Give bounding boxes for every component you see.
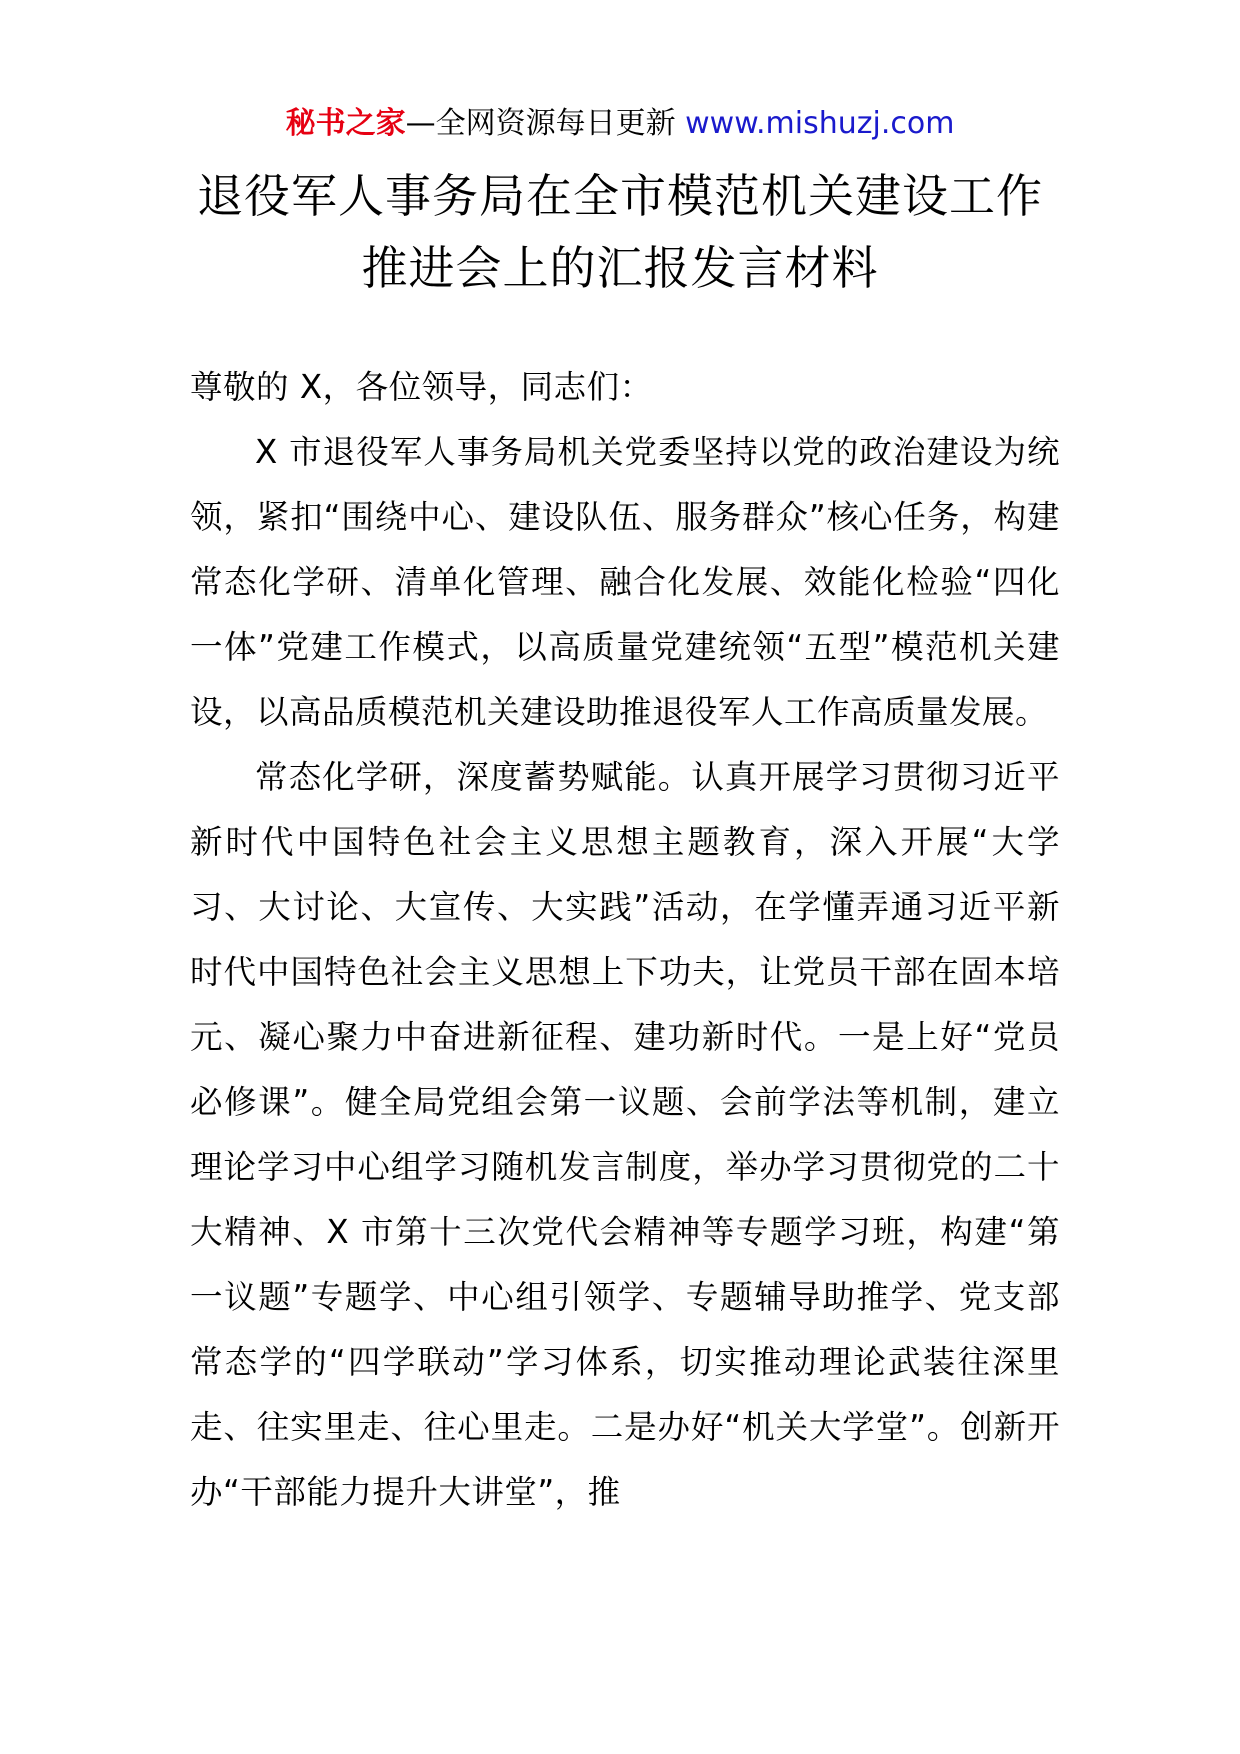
brand-name: 秘书之家	[285, 106, 406, 141]
header-tagline: —全网资源每日更新	[405, 106, 686, 141]
salutation: 尊敬的 X，各位领导，同志们：	[190, 368, 653, 406]
site-url[interactable]: www.mishuzj.com	[685, 106, 955, 141]
paragraph-2	[190, 745, 1060, 1525]
site-header	[0, 100, 1240, 148]
paragraph-2-lead: 常态化学研，深度蓄势赋能。	[255, 758, 692, 796]
title-line-2: 推进会上的汇报发言材料	[361, 241, 879, 295]
paragraph-1: X 市退役军人事务局机关党委坚持以党的政治建设为统领，紧扣“围绕中心、建设队伍、服务群众”核心任务，构建常态化学研、清单化管理、融合化发展、效能化检验“四化一体”党建工作模式，以高质量党建统领“五型”模范机关建设，以高品质模范机关建设助推退役军人工作高质量发展。	[190, 433, 1060, 731]
document-title	[0, 160, 1240, 304]
title-line-1: 退役军人事务局在全市模范机关建设工作	[197, 169, 1043, 223]
document-body	[190, 355, 1060, 1525]
paragraph-2-text: 认真开展学习贯彻习近平新时代中国特色社会主义思想主题教育，深入开展“大学习、大讨论、大宣传、大实践”活动，在学懂弄通习近平新时代中国特色社会主义思想上下功夫，让党员干部在固本培元、凝心聚力中奋进新征程、建功新时代。一是上好“党员必修课”。健全局党组会第一议题、会前学法等机制，建立理论学习中心组学习随机发言制度，举办学习贯彻党的二十大精神、X 市第十三次党代会精神等专题学习班，构建“第一议题”专题学、中心组引领学、专题辅导助推学、党支部常态学的“四学联动”学习体系，切实推动理论武装往深里走、往实里走、往心里走。二是办好“机关大学堂”。创新开办“干部能力提升大讲堂”，推	[190, 758, 1060, 1511]
